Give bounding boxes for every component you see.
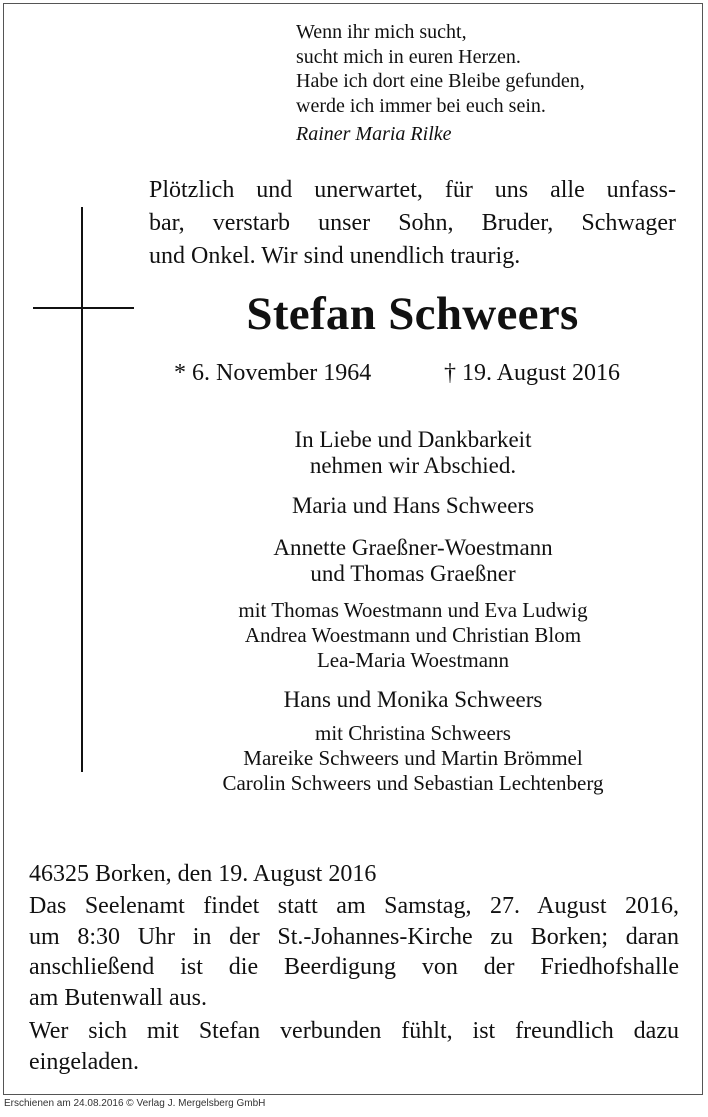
- invitation-line: Wer sich mit Stefan verbunden fühlt, ist freundlich dazu: [29, 1018, 679, 1044]
- death-date: † 19. August 2016: [444, 360, 621, 386]
- deceased-name: Stefan Schweers: [246, 288, 579, 340]
- place-date: 46325 Borken, den 19. August 2016: [29, 861, 377, 887]
- farewell-line: nehmen wir Abschied.: [309, 453, 517, 478]
- mourner-line: und Thomas Graeßner: [310, 561, 516, 586]
- obituary-frame: [3, 3, 703, 1095]
- cross-symbol-horizontal: [33, 307, 134, 309]
- mourner-parents: Maria und Hans Schweers: [291, 493, 535, 518]
- rilke-poem: [296, 20, 585, 147]
- invitation-line: eingeladen.: [29, 1048, 139, 1075]
- mourner-line: Annette Graeßner-Woestmann: [273, 535, 553, 560]
- service-line: um 8:30 Uhr in der St.-Johannes-Kirche zu Borken; daran: [29, 923, 679, 950]
- poem-line: sucht mich in euren Herzen.: [296, 45, 521, 68]
- intro-line: und Onkel. Wir sind unendlich traurig.: [149, 243, 521, 269]
- service-details: [29, 891, 679, 1013]
- mourner-line: Andrea Woestmann und Christian Blom: [244, 623, 582, 647]
- invitation-text: [29, 1016, 679, 1077]
- service-line: Das Seelenamt findet statt am Samstag, 27. August 2016,: [29, 893, 679, 919]
- mourner-line: Mareike Schweers und Martin Brömmel: [243, 746, 583, 770]
- mourner-line: mit Christina Schweers: [315, 721, 511, 745]
- cross-symbol-vertical: [81, 207, 83, 772]
- mourner-line: mit Thomas Woestmann und Eva Ludwig: [238, 598, 588, 622]
- poem-author: Rainer Maria Rilke: [296, 123, 452, 145]
- intro-text: [149, 174, 676, 273]
- intro-line: Plötzlich und unerwartet, für uns alle unfass-: [149, 177, 676, 203]
- farewell-text: [124, 427, 702, 479]
- mourner-brother: Hans und Monika Schweers: [283, 687, 543, 712]
- poem-line: Habe ich dort eine Bleibe gefunden,: [296, 70, 585, 92]
- farewell-line: In Liebe und Dankbarkeit: [294, 427, 532, 452]
- poem-line: werde ich immer bei euch sein.: [296, 94, 546, 117]
- mourner-sister: [124, 535, 702, 587]
- publication-footer: Erschienen am 24.08.2016 © Verlag J. Mergelsberg GmbH: [4, 1098, 266, 1109]
- service-line: am Butenwall aus.: [29, 984, 207, 1011]
- mourner-line: Lea-Maria Woestmann: [316, 648, 510, 672]
- mourner-line: Carolin Schweers und Sebastian Lechtenberg: [222, 771, 604, 795]
- poem-line: Wenn ihr mich sucht,: [296, 21, 467, 43]
- intro-line: bar, verstarb unser Sohn, Bruder, Schwager: [149, 210, 676, 236]
- service-line: anschließend ist die Beerdigung von der Friedhofshalle: [29, 954, 679, 980]
- mourner-sister-family: [124, 598, 702, 673]
- birth-date: * 6. November 1964: [174, 360, 372, 386]
- mourner-brother-family: [124, 721, 702, 796]
